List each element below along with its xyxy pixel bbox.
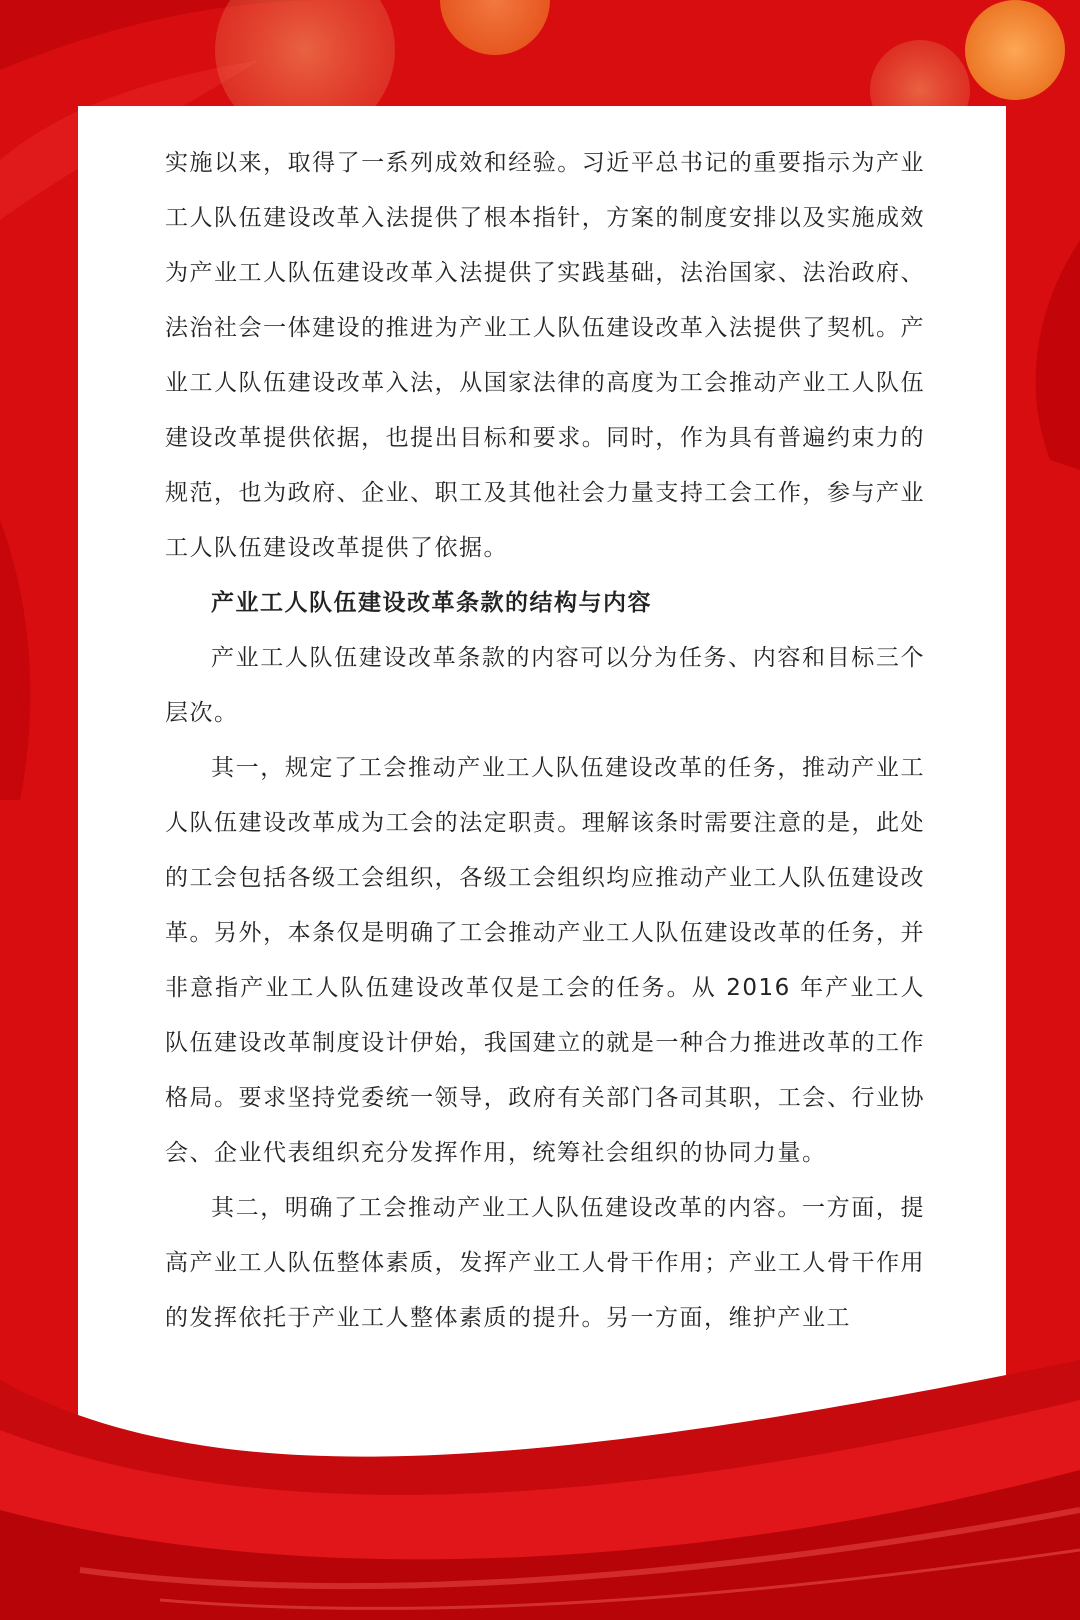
bottom-swoosh-decoration [0, 1340, 1080, 1620]
article-body [165, 136, 925, 1346]
article-paragraph-2: 产业工人队伍建设改革条款的内容可以分为任务、内容和目标三个层次。 [165, 645, 925, 726]
article-paragraph-4: 其二，明确了工会推动产业工人队伍建设改革的内容。一方面，提高产业工人队伍整体素质，发挥产业工人骨干作用；产业工人骨干作用的发挥依托于产业工人整体素质的提升。另一方面，维护产业工 [165, 1195, 925, 1331]
section-heading: 产业工人队伍建设改革条款的结构与内容 [211, 590, 652, 616]
article-paragraph-1: 实施以来，取得了一系列成效和经验。习近平总书记的重要指示为产业工人队伍建设改革入法提供了根本指针，方案的制度安排以及实施成效为产业工人队伍建设改革入法提供了实践基础，法治国家、法治政府、法治社会一体建设的推进为产业工人队伍建设改革入法提供了契机。产业工人队伍建设改革入法，从国家法律的高度为工会推动产业工人队伍建设改革提供依据，也提出目标和要求。同时，作为具有普遍约束力的规范，也为政府、企业、职工及其他社会力量支持工会工作，参与产业工人队伍建设改革提供了依据。 [165, 150, 925, 561]
article-paragraph-3: 其一，规定了工会推动产业工人队伍建设改革的任务，推动产业工人队伍建设改革成为工会的法定职责。理解该条时需要注意的是，此处的工会包括各级工会组织，各级工会组织均应推动产业工人队伍建设改革。另外，本条仅是明确了工会推动产业工人队伍建设改革的任务，并非意指产业工人队伍建设改革仅是工会的任务。从 2016 年产业工人队伍建设改革制度设计伊始，我国建立的就是一种合力推进改革的工作格局。要求坚持党委统一领导，政府有关部门各司其职，工会、行业协会、企业代表组织充分发挥作用，统筹社会组织的协同力量。 [165, 755, 925, 1166]
